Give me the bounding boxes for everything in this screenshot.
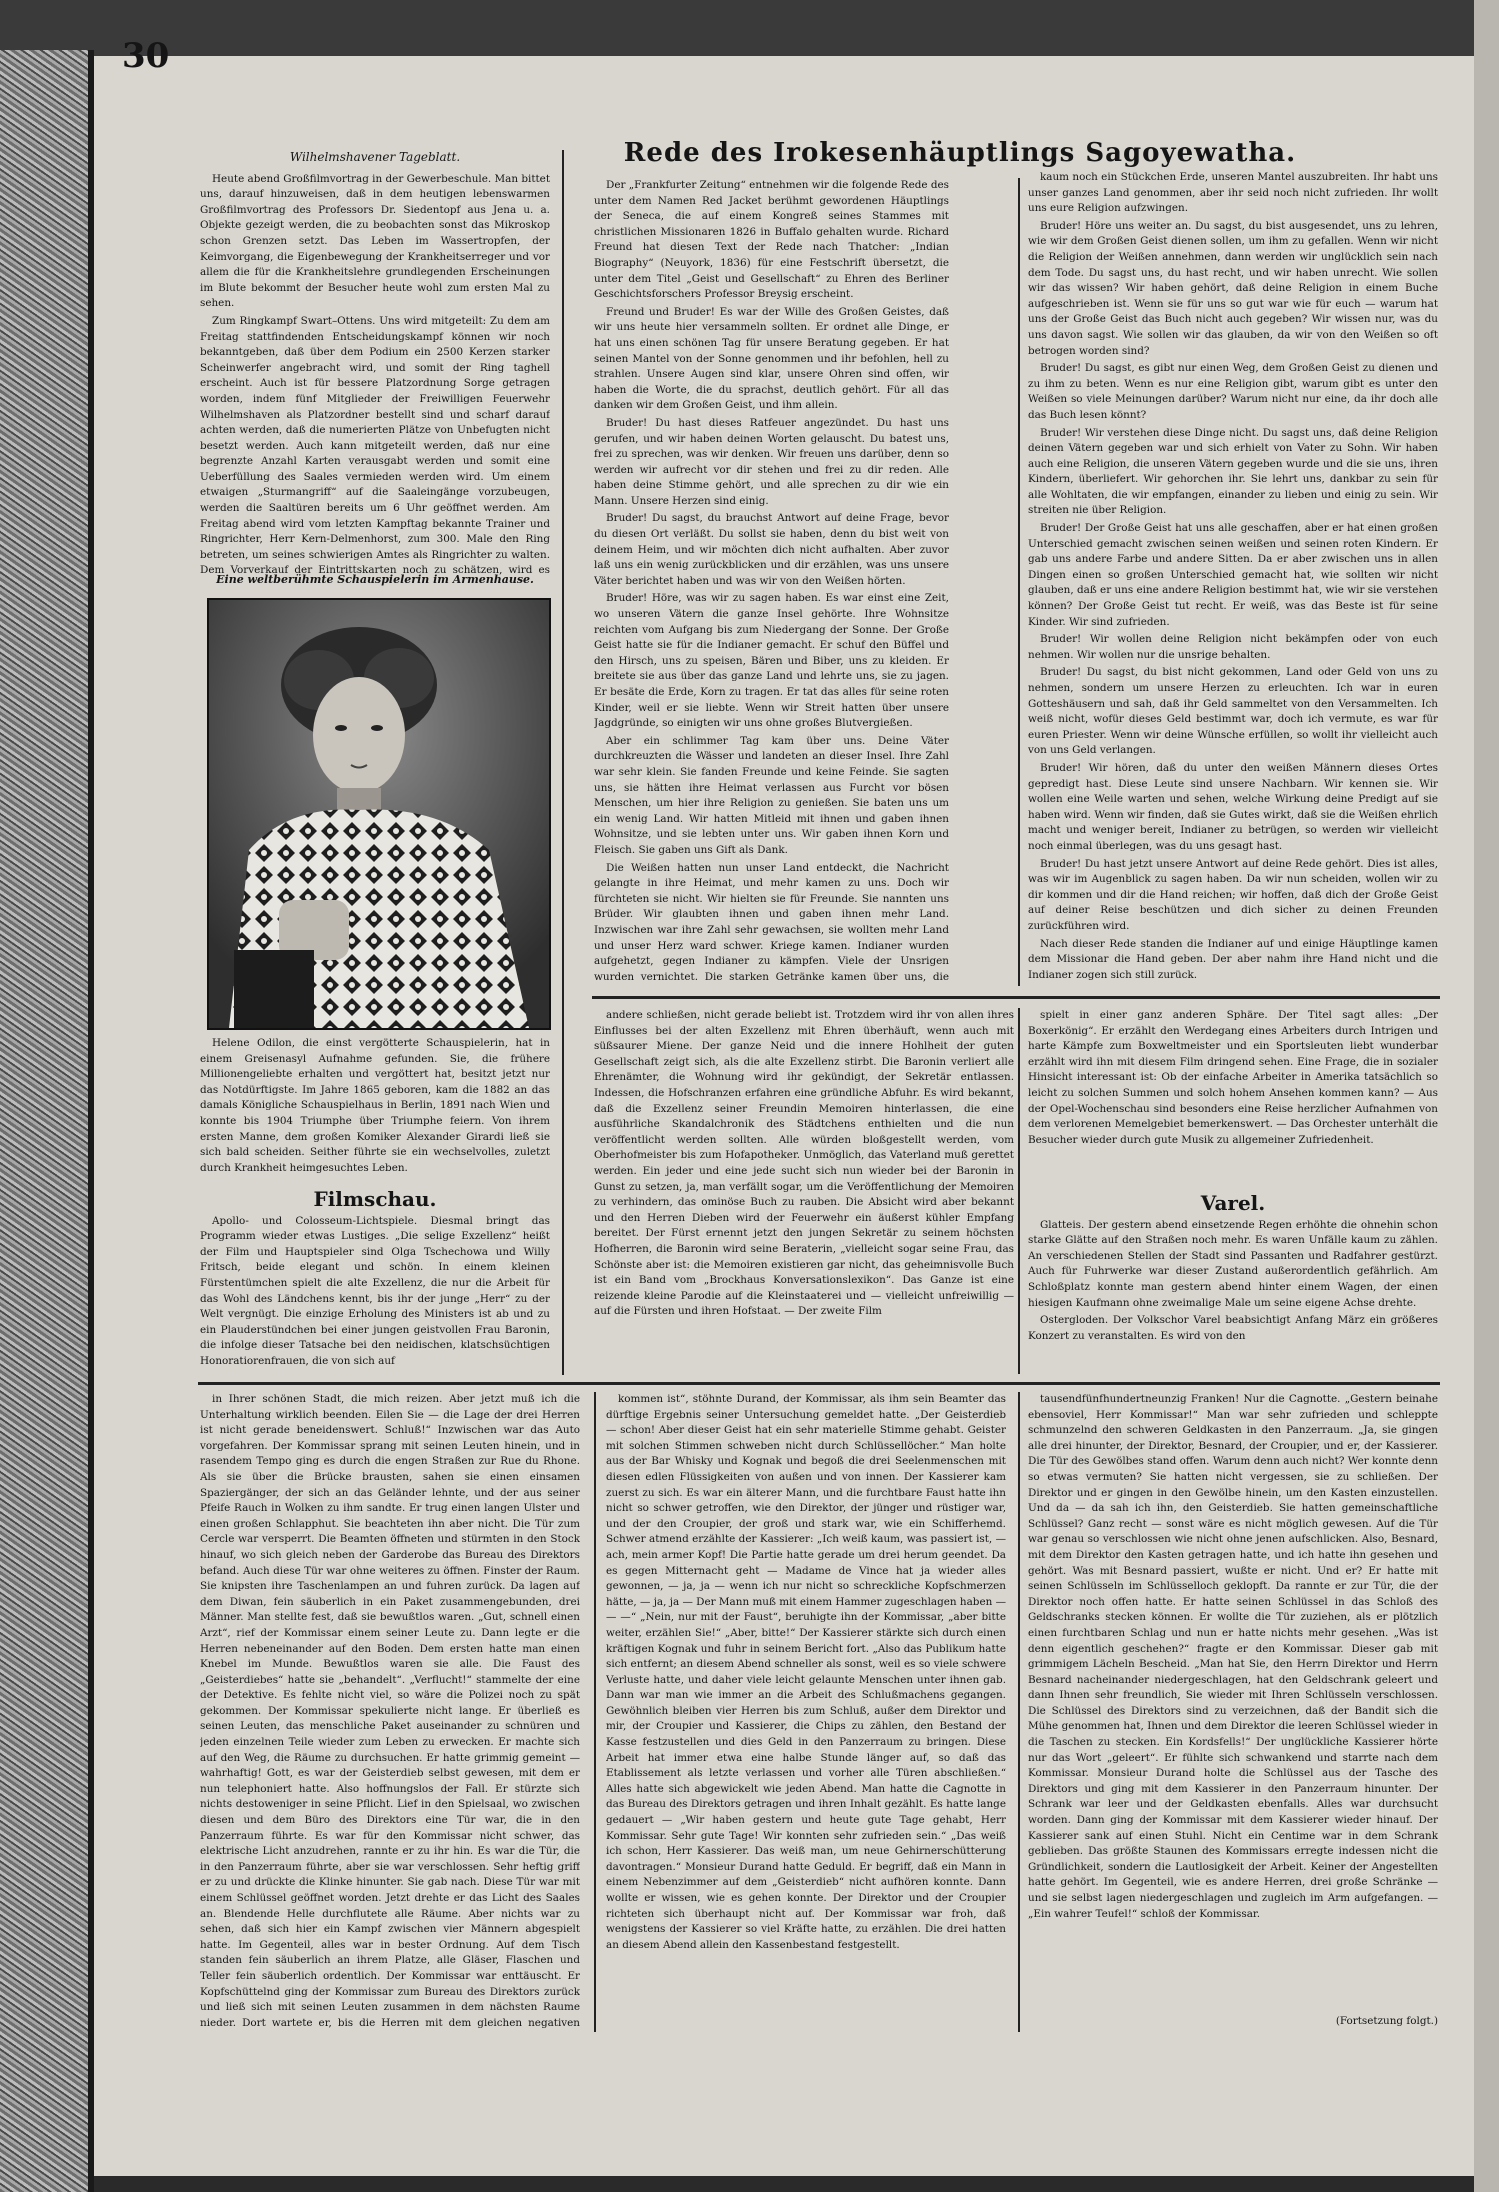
speech-paragraph: Bruder! Wir wollen deine Religion nicht bekämpfen oder von euch nehmen. Wir wollen nur die unsrige behalten.	[1028, 633, 1438, 661]
speech-paragraph: Bruder! Du hast jetzt unsere Antwort auf deine Rede gehört. Dies ist alles, was wir im Augenblick zu sagen haben. Da wir nun scheiden, wollen wir zu dir kommen und dir die Hand reichen; wir hoffen, daß dich der Große Geist auf deiner Reise beschützen und dich sicher zu deinen Freunden zurückführen wird.	[1028, 857, 1438, 932]
serial-column-3	[1028, 1392, 1438, 2012]
speech-paragraph: Bruder! Wir verstehen diese Dinge nicht. Du sagst uns, daß deine Religion deinen Vätern gegeben war und sich erhielt von Vater zu Sohn. Wir haben auch eine Religion, die unseren Vätern gegeben wurde und die sie uns, ihren Kindern, überliefert. Wir gehorchen ihr. Sie lehrt uns, dankbar zu sein für alle Wohltaten, die wir empfangen, einander zu lieben und einig zu sein. Wir streiten nie über Religion.	[1028, 426, 1438, 517]
film-continued-text: andere schließen, nicht gerade beliebt ist. Trotzdem wird ihr von allen ihres Einflusses bei der alten Exzellenz mit Ehren überhäuft, wenn auch mit süßsaurer Miene. Der ganze Neid und die innere Hohlheit der guten Gesellschaft zeigt sich, als die alte Exzellenz stirbt. Die Baronin verliert alle Ehrenämter, die Wohnung wird ihr gekündigt, der Sekretär entlassen. Indessen, die Hofschranzen erfahren eine gründliche Abfuhr. Es wird bekannt, daß die Exzellenz seiner Freundin Memoiren hinterlassen, die eine ausführliche Skandalchronik des Städtchens enthielten und die nun veröffentlicht werden sollten. Alle würden bloßgestellt werden, vom Oberhofmeister bis zum Hofapotheker. Unmöglich, das Vaterland muß gerettet werden. Ein jeder und eine jede sucht sich nun wieder bei der Baronin in Gunst zu setzen, ja, man verfällt sogar, um die Veröffentlichung der Memoiren zu verhindern, das ominöse Buch zu rauben. Die Absicht wird aber bekannt und den Herren Dieben wird der Feuerwehr ein äußerst kühler Empfang bereitet. Der Fürst ernennt jetzt den jungen Sekretär zu seinem höchsten Hofherren, die Baronin wird seine Beraterin, „vielleicht sogar seine Frau, das Schönste aber ist: die Memoiren existieren gar nicht, das geheimnisvolle Buch ist ein Band vom „Brockhaus Konversationslexikon“. Das Ganze ist eine reizende kleine Parodie auf die Kleinstaaterei und — vielleicht unfreiwillig — auf die Fürsten und ihren Hofstaat. — Der zweite Film	[594, 1009, 1014, 1318]
speech-paragraph: Freund und Bruder! Es war der Wille des Großen Geistes, daß wir uns heute hier versammeln sollten. Er ordnet alle Dinge, er hat uns einen schönen Tag für unsere Beratung gegeben. Er hat seinen Mantel von der Sonne genommen und ihr befohlen, hell zu strahlen. Unsere Augen sind klar, unsere Ohren sind offen, wir haben die Worte, die du sprachst, deutlich gehört. Für all das danken wir dem Großen Geist, und ihm allein.	[594, 305, 949, 412]
main-headline: Rede des Irokesenhäuptlings Sagoyewatha.	[623, 138, 1297, 168]
serial-rule	[198, 1382, 1440, 1385]
news-item: Zum Ringkampf Swart–Ottens. Uns wird mitgeteilt: Zu dem am Freitag stattfindenden Entscheidungskampf können wir noch bekanntgeben, daß über dem Podium ein 2500 Kerzen starker Scheinwerfer angebracht wird, und somit der Ring taghell erscheint. Auch ist für bessere Platzordnung Sorge getragen worden, indem fünf Mitglieder der Freiwilligen Feuerwehr Wilhelmshaven als Platzordner bestellt sind und scharf darauf achten werden, daß die numerierten Plätze von Unbefugten nicht besetzt werden. Auch kann mitgeteilt werden, daß nur eine begrenzte Anzahl Karten verausgabt werden und somit eine Ueberfüllung des Saales vermieden werden wird. Um einem etwaigen „Sturmangriff“ auf die Saaleingänge vorzubeugen, werden die Saaltüren bereits um 6 Uhr geöffnet werden. Am Freitag abend wird vom letzten Kampftag bekannte Trainer und Ringrichter, Herr Kern-Delmenhorst, zum 300. Male den Ring betreten, um seines schwierigen Amtes als Ringrichter zu walten. Dem Vorverkauf der Eintrittskarten noch zu schätzen, wird es	[200, 314, 550, 577]
news-item: Heute abend Großfilmvortrag in der Gewerbeschule. Man bittet uns, darauf hinzuweisen, daß in dem heutigen lebenswarmen Großfilmvortrag des Professors Dr. Siedentopf aus Jena u. a. Objekte gezeigt werden, die zu beobachten sonst das Mikroskop schon Grenzen setzt. Das Leben im Wassertropfen, der Keimvorgang, die Eigenbewegung der Krankheitserreger und vor allem die für die Krankheitslehre grundlegenden Erscheinungen im Blute bekommt der Besucher heute wohl zum ersten Mal zu sehen.	[200, 172, 550, 310]
column-rule	[1018, 1008, 1020, 1374]
speech-paragraph: Bruder! Du sagst, du bist nicht gekommen, Land oder Geld von uns zu nehmen, sondern um unsere Herzen zu erleuchten. Ich war in euren Gotteshäusern und sah, daß ihr Geld sammeltet von den Versammelten. Ich weiß nicht, wofür dieses Geld bestimmt war, doch ich vermute, es war für euren Priester. Wenn wir deine Wünsche erfüllen, so wollt ihr vielleicht auch von uns Geld verlangen.	[1028, 666, 1438, 757]
film-text: Apollo- und Colosseum-Lichtspiele. Diesmal bringt das Programm wieder etwas Lustiges. „Die selige Exzellenz“ heißt der Film und Hauptspieler sind Olga Tschechowa und Willy Fritsch, beide elegant und schön. In einem kleinen Fürstentümchen spielt die alte Exzellenz, die nur die Arbeit für das Wohl des Ländchens kennt, bis ihr der junge „Herr“ zu der Welt vergnügt. Die einzige Erholung des Ministers ist ab und zu ein Plauderstündchen bei einer jungen geistvollen Frau Baronin, die infolge dieser Tatsache bei den neidischen, klatschsüchtigen Honoratiorenfrauen, die von sich auf	[200, 1214, 550, 1367]
speech-paragraph: Die Weißen hatten nun unser Land entdeckt, die Nachricht gelangte in ihre Heimat, und mehr kamen zu uns. Doch wir fürchteten sie nicht. Wir hielten sie für Freunde. Sie nannten uns Brüder. Wir glaubten ihnen und gaben ihnen mehr Land. Inzwischen war ihre Zahl sehr gewachsen, sie wollten mehr Land und unser Herz ward schwer. Kriege kamen. Indianer wurden aufgehetzt, gegen Indianer zu kämpfen. Viele der Unsrigen wurden vernichtet. Die starken Getränke kamen über uns, die	[594, 861, 949, 983]
portrait-photo	[207, 598, 551, 1030]
section-rule	[592, 996, 1440, 999]
left-column	[200, 150, 550, 580]
speech-paragraph: Bruder! Wir hören, daß du unter den weißen Männern dieses Ortes gepredigt hast. Diese Leute sind unsere Nachbarn. Wir kennen sie. Wir wollen eine Weile warten und sehen, welche Wirkung deine Predigt auf sie haben wird. Wenn wir finden, daß sie Gutes wirkt, daß sie die Weißen ehrlich macht und weniger bereit, Indianer zu betrügen, so werden wir vielleicht noch einmal überlegen, was du uns gesagt hast.	[1028, 761, 1438, 852]
speech-paragraph: Bruder! Höre, was wir zu sagen haben. Es war einst eine Zeit, wo unseren Vätern die ganze Insel gehörte. Ihre Wohnsitze reichten vom Aufgang bis zum Niedergang der Sonne. Der Große Geist hatte sie für die Indianer gemacht. Er schuf den Büffel und den Hirsch, uns zu speisen, Bären und Biber, uns zu kleiden. Er breitete sie aus über das ganze Land und lehrte uns, sie zu jagen. Er besäte die Erde, Korn zu tragen. Er tat das alles für seine roten Kinder, weil er sie liebte. Wenn wir Streit hatten über unsere Jagdgründe, so einigten wir uns ohne großes Blutvergießen.	[594, 592, 949, 730]
speech-paragraph: Bruder! Der Große Geist hat uns alle geschaffen, aber er hat einen großen Unterschied gemacht zwischen seinen weißen und seinen roten Kindern. Er gab uns andere Farbe und andere Sitten. Da er aber zwischen uns in allen Dingen einen so großen Unterschied gemacht hat, wie sollten wir nicht glauben, daß er uns eine andere Religion bestimmt hat, wie wir sie verstehen können? Der Große Geist tut recht. Er weiß, was das Beste ist für seine Kinder. Wir sind zufrieden.	[1028, 522, 1438, 628]
film-section	[200, 1184, 550, 1374]
varel-title: Varel.	[1200, 1191, 1266, 1215]
speech-paragraph: Aber ein schlimmer Tag kam über uns. Deine Väter durchkreuzten die Wässer und landeten an dieser Insel. Ihre Zahl war sehr klein. Sie fanden Freunde und keine Feinde. Sie sagten uns, sie hätten ihre Heimat verlassen aus Furcht vor bösen Menschen, um hier ihre Religion zu genießen. Sie baten uns um ein wenig Land. Wir hatten Mitleid mit ihnen und gaben ihnen Wohnsitze, und sie lebten unter uns. Wir gaben ihnen Korn und Fleisch. Sie gaben uns Gift als Dank.	[594, 734, 949, 856]
serial-text: tausendfünfhundertneunzig Franken! Nur die Cagnotte. „Gestern beinahe ebensoviel, Herr Kommissar!“ Man war sehr zufrieden und schleppte schmunzelnd den schweren Geldkasten in den Panzerraum. „Ja, sie gingen alle drei hinunter, der Direktor, Besnard, der Croupier, und er, der Kassierer. Die Tür des Gewölbes stand offen. Warum denn auch nicht? Wer konnte denn so etwas vermuten? Sie hatten nicht vergessen, sie zu schließen. Der Direktor und er gingen in den Gewölbe hinein, um den Kasten einzustellen. Und da — da sah ich ihn, den Geisterdieb. Sie hatten gemeinschaftliche Schlüssel? Ganz recht — sonst wäre es nicht möglich gewesen. Auf die Tür war genau so verschlossen wie nicht ohne jenen aufschlicken. Also, Besnard, mit dem Direktor den Kasten getragen hatte, und ich hatte ihn gesehen und gehört. Was mit Besnard passiert, wußte er nicht. Und er? Er hatte mit seinen Schlüsseln im Schlüsselloch geklopft. Da rannte er zur Tür, die der Direktor noch offen hatte. Er hatte seinen Schlüssel in das Schloß des Geldschranks stecken können. Er wollte die Tür zuziehen, als er plötzlich einen furchtbaren Schlag und nun er hatte nichts mehr gesehen. „Was ist denn eigentlich geschehen?“ fragte er den Kommissar. Dieser gab mit grimmigem Lächeln Bescheid. „Man hat Sie, den Herrn Direktor und Herrn Besnard nacheinander niedergeschlagen, hat den Geldschrank geleert und dann Ihnen sehr freundlich, Sie wieder mit Ihren Schlüsseln verschlossen. Die Schlüssel des Direktors sind zu verzeichnen, daß der Bandit sich die Mühe genommen hat, Ihnen und dem Direktor die leeren Schlüssel wieder in die Taschen zu stecken. Ein Kordsfells!“ Der unglückliche Kassierer hörte nur das Wort „geleert“. Er fühlte sich schwankend und starrte nach dem Kommissar. Monsieur Durand holte die Schlüssel aus der Tasche des Direktors und ging mit dem Kassierer in den Panzerraum hinunter. Der Schrank war leer und der Geldkasten ebenfalls. Alles war durchsucht worden. Dann ging der Kommissar mit dem Kassierer wieder hinauf. Der Kassierer sank auf einen Stuhl. Nicht ein Centime war in dem Schrank geblieben. Das größte Staunen des Kommissars erregte indessen nicht die Gründlichkeit, sondern die Lautlosigkeit der Arbeit. Keiner der Angestellten hatte gehört. Im Gegenteil, wie es andere Herren, drei große Schränke — und sie selbst lagen niedergeschlagen und zugleich im Arm aufgefangen. — „Ein wahrer Teufel!“ schloß der Kommissar.	[1028, 1393, 1438, 1920]
boxer-section	[1028, 1008, 1438, 1188]
continuation-note: (Fortsetzung folgt.)	[1335, 2015, 1438, 2027]
speech-column-2	[1028, 170, 1438, 986]
speech-paragraph: Bruder! Du sagst, du brauchst Antwort auf deine Frage, bevor du diesen Ort verläßt. Du sollst sie haben, denn du bist weit von deinem Heim, und wir möchten dich nicht aufhalten. Aber zuvor laß uns ein wenig zurückblicken und dir erzählen, was uns unsere Väter berichtet haben und was wir von den Weißen hörten.	[594, 512, 949, 587]
column-rule	[1018, 178, 1020, 986]
photo-headline-wrap	[200, 572, 550, 594]
speech-paragraph: Bruder! Du sagst, es gibt nur einen Weg, dem Großen Geist zu dienen und zu ihm zu beten. Wenn es nur eine Religion gibt, warum gibt es unter den Weißen so viele Meinungen darüber? Warum nicht nur eine, da ihr doch alle das Buch lesen könnt?	[1028, 362, 1438, 421]
speech-paragraph: kaum noch ein Stückchen Erde, unseren Mantel auszubreiten. Ihr habt uns unser ganzes Land genommen, aber ihr seid noch nicht zufrieden. Ihr wollt uns eure Religion aufzwingen.	[1028, 171, 1438, 215]
masthead: Wilhelmshavener Tageblatt.	[289, 150, 461, 164]
speech-paragraph: Nach dieser Rede standen die Indianer auf und einige Häuptlinge kamen dem Missionar die Hand geben. Der aber nahm ihre Hand nicht und die Indianer zogen sich still zurück.	[1028, 937, 1438, 981]
column-rule	[594, 1392, 596, 2032]
serial-column-1	[200, 1392, 580, 2032]
page-edge	[1474, 0, 1499, 2192]
portrait-photo-icon	[209, 600, 549, 1028]
speech-paragraph: Bruder! Du hast dieses Ratfeuer angezündet. Du hast uns gerufen, und wir haben deinen Worten gelauscht. Du batest uns, frei zu sprechen, was wir denken. Wir freuen uns darüber, denn so werden wir aufrecht vor dir stehen und frei zu dir reden. Alle haben deine Stimme gehört, und alle sprechen zu dir wie ein Mann. Unsere Herzen sind einig.	[594, 416, 949, 507]
varel-section	[1028, 1188, 1438, 1374]
top-strip	[0, 0, 1499, 58]
film-continued	[594, 1008, 1014, 1374]
column-rule	[1018, 1392, 1020, 2032]
photo-caption-wrap	[200, 1036, 550, 1186]
film-title: Filmschau.	[313, 1187, 437, 1211]
continuation-note-wrap	[1290, 2014, 1438, 2032]
speech-column-1	[594, 178, 949, 986]
speech-paragraph: Der „Frankfurter Zeitung“ entnehmen wir die folgende Rede des unter dem Namen Red Jacket berühmt gewordenen Häuptlings der Seneca, die auf einem Kongreß seines Stammes mit christlichen Missionaren 1826 in Buffalo gehalten wurde. Richard Freund hat diesen Text der Rede nach Thatcher: „Indian Biography“ (Neuyork, 1836) für eine Festschrift übersetzt, die unter dem Titel „Geist und Gesellschaft“ zu Ehren des Berliner Geschichtsforschers Professor Breysig erscheint.	[594, 179, 949, 301]
photo-caption: Helene Odilon, die einst vergötterte Schauspielerin, hat in einem Greisenasyl Aufnahme gefunden. Sie, die frühere Millionengeliebte erhalten und vergöttert hat, besitzt jetzt nur das Notdürftigste. Im Jahre 1865 geboren, kam die 1882 an das damals Königliche Schauspielhaus in Berlin, 1891 nach Wien und konnte bis 1904 Triumphe über Triumphe feiern. Von ihrem ersten Manne, dem großen Komiker Alexander Girardi ließ sie sich bald scheiden. Seither führte sie ein wechselvolles, zuletzt durch Krankheit heimgesuchtes Leben.	[200, 1037, 550, 1174]
speech-paragraph: Bruder! Höre uns weiter an. Du sagst, du bist ausgesendet, uns zu lehren, wie wir dem Großen Geist dienen sollen, um ihm zu gefallen. Wenn wir nicht die Religion der Weißen annehmen, dann werden wir unglücklich sein nach dem Tode. Du sagst uns, du hast recht, und wir haben unrecht. Wie sollen wir das wissen? Wir haben gehört, daß deine Religion in einem Buche aufgeschrieben ist. Wenn sie für uns so gut war wie für euch — warum hat uns der Große Geist das Buch nicht auch gegeben? Wir wissen nur, was du uns davon sagst. Wie sollen wir das glauben, da wir von den Weißen so oft betrogen worden sind?	[1028, 219, 1438, 357]
book-binding	[0, 50, 92, 2192]
serial-column-2	[606, 1392, 1006, 2032]
column-rule	[562, 150, 564, 1375]
page-number: 30	[122, 36, 170, 76]
photo-headline: Eine weltberühmte Schauspielerin im Armenhause.	[216, 573, 534, 586]
serial-text: kommen ist“, stöhnte Durand, der Kommissar, als ihm sein Beamter das dürftige Ergebnis seiner Untersuchung gemeldet hatte. „Der Geisterdieb — schon! Aber dieser Geist hat ein sehr materielle Stimme gehabt. Geister mit solchen Stimmen schweben nicht durch Schlüssellöcher.“ Man holte aus der Bar Whisky und Kognak und begoß die drei Seelenmenschen mit diesen edlen Flüssigkeiten von außen und von innen. Der Kassierer kam zuerst zu sich. Es war ein älterer Mann, und die furchtbare Faust hatte ihn nicht so schwer getroffen, wie den Direktor, der jünger und rüstiger war, und der den Croupier, der groß und stark war, wie ein Schifferhemd. Schwer atmend erzählte der Kassierer: „Ich weiß kaum, was passiert ist, — ach, mein armer Kopf! Die Partie hatte gerade um drei herum geendet. Da es gegen Mitternacht geht — Madame de Vince hat ja wieder alles gewonnen, — ja, ja — wenn ich nur nicht so schreckliche Kopfschmerzen hätte, — ja, ja — Der Mann muß mit einem Hammer zugeschlagen haben — — —“ „Nein, nur mit der Faust“, beruhigte ihn der Kommissar, „aber bitte weiter, erzählen Sie!“ „Aber, bitte!“ Der Kassierer stärkte sich durch einen kräftigen Kognak und fuhr in seinem Bericht fort. „Also das Publikum hatte sich entfernt; an diesem Abend schneller als sonst, weil es so viele schwere Verluste hatte, und daher viele leicht gelaunte Menschen unter ihnen gab. Dann war man wie immer an die Arbeit des Schlußmachens gegangen. Gewöhnlich bleiben vier Herren bis zum Schluß, außer dem Direktor und mir, der Croupier und Kassierer, die Chips zu zählen, den Bestand der Kasse festzustellen und dies Geld in den Panzerraum zu bringen. Diese Arbeit hat immer etwa eine halbe Stunde länger auf, so daß das Etablissement als letzte verlassen und vorher alle Türen abschließen.“ Alles hatte sich abgewickelt wie jeden Abend. Man hatte die Cagnotte in das Bureau des Direktors getragen und ihren Inhalt gezählt. Es hatte lange gedauert — „Wir haben gestern und heute gute Tage gehabt, Herr Kommissar. Sehr gute Tage! Wir konnten sehr zufrieden sein.“ „Das weiß ich schon, Herr Kassierer. Das weiß man, um neue Gehirnerschütterung davontragen.“ Monsieur Durand hatte Geduld. Er begriff, daß ein Mann in einem Nebenzimmer auf dem „Geisterdieb“ nicht aufhören konnte. Dann wollte er wissen, wie es gehen konnte. Der Direktor und der Croupier richteten sich überhaupt nicht auf. Der Kommissar war froh, daß wenigstens der Kassierer so viel Kräfte hatte, zu erzählen. Die drei hatten an diesem Abend allein den Kassenbestand festgestellt.	[606, 1393, 1006, 1951]
varel-paragraph: Glatteis. Der gestern abend einsetzende Regen erhöhte die ohnehin schon starke Glätte auf den Straßen noch mehr. Es waren Unfälle kaum zu zählen. An verschiedenen Stellen der Stadt sind Passanten und Radfahrer gestürzt. Auch für Fuhrwerke war dieser Zustand außerordentlich gefährlich. Am Schloßplatz konnte man gestern abend hinter einem Wagen, der einen hiesigen Kaufmann ohne zweimalige Male um seine eigene Achse drehte.	[1028, 1218, 1438, 1309]
serial-text: in Ihrer schönen Stadt, die mich reizen. Aber jetzt muß ich die Unterhaltung wirklich beenden. Eilen Sie — die Lage der drei Herren ist nicht gerade beneidenswert. Schluß!“ Inzwischen war das Auto vorgefahren. Der Kommissar sprang mit seinen Leuten hinein, und in rasendem Tempo ging es durch die engen Straßen zur Rue du Rhone. Als sie über die Brücke brausten, sahen sie einen einsamen Spaziergänger, der sich an das Geländer lehnte, und der aus seiner Pfeife Rauch in Wolken zu ihm sandte. Er trug einen langen Ulster und einen großen Schlapphut. Sie beachteten ihn aber nicht. Die Tür zum Cercle war versperrt. Die Beamten öffneten und stürmten in den Stock hinauf, wo sich gleich neben der Garderobe das Bureau des Direktors befand. Auch diese Tür war ohne weiteres zu öffnen. Finster der Raum. Sie knipsten ihre Taschenlampen an und fuhren zurück. Da lagen auf dem Diwan, fein säuberlich in ein Paket zusammengebunden, drei Männer. Man stellte fest, daß sie bewußtlos waren. „Gut, schnell einen Arzt“, rief der Kommissar einem seiner Leute zu. Dann legte er die Herren nebeneinander auf den Boden. Dem ersten hatte man einen Knebel im Munde. Bewußtlos waren sie alle. Die Faust des „Geisterdiebes“ hatte sie „behandelt“. „Verflucht!“ stammelte der eine der Detektive. Es fehlte nicht viel, so wäre die Polizei noch zu spät gekommen. Der Kommissar spekulierte nicht lange. Er überließ es seinen Leuten, das menschliche Paket auseinander zu schnüren und jeden einzelnen Teile wieder zum Leben zu erwecken. Er machte sich auf den Weg, die Räume zu durchsuchen. Er hatte grimmig gemeint — wahrhaftig! Gott, es war der Geisterdieb selbst gewesen, mit dem er nun telephoniert hatte. Also hoffnungslos der Fall. Er stürzte sich nichts destoweniger in seine Pflicht. Lief in den Spielsaal, wo zwischen diesen und dem Büro des Direktors eine Tür war, die in den Panzerraum führte. Es war für den Kommissar nicht schwer, das elektrische Licht anzudrehen, rannte er zu ihr hin. Es war die Tür, die in den Panzerraum führte, aber sie war verschlossen. Sehr heftig griff er zu und drückte die Klinke hinunter. Sie gab nach. Diese Tür war mit einem Schlüssel geöffnet worden. Jetzt drehte er das Licht des Saales an. Blendende Helle durchflutete alle Räume. Aber nichts war zu sehen, daß sich hier ein Kampf zwischen vier Männern abgespielt hatte. Im Gegenteil, alles war in bester Ordnung. Auf dem Tisch standen fein säuberlich an ihrem Platze, alle Gläser, Flaschen und Teller fein säuberlich ordentlich. Der Kommissar war enttäuscht. Er Kopfschüttelnd ging der Kommissar zum Bureau des Direktors zurück und ließ sich mit seinen Leuten zusammen in dem nächsten Raume nieder. Dort wartete er, bis die Herren mit dem gleichen negativen	[200, 1393, 580, 2029]
varel-paragraph: Ostergloden. Der Volkschor Varel beabsichtigt Anfang März ein größeres Konzert zu veranstalten. Es wird von den	[1028, 1314, 1438, 1342]
boxer-text: spielt in einer ganz anderen Sphäre. Der Titel sagt alles: „Der Boxerkönig“. Er erzählt den Werdegang eines Arbeiters durch Intrigen und harte Kämpfe zum Boxweltmeister und ein Sportsleuten liebt wunderbar erzählt wird ihn mit diesem Film dringend sehen. Eine Frage, die in sozialer Hinsicht interessant ist: Ob der einfache Arbeiter in Amerika tatsächlich so leicht zu solchen Summen und solch hohem Ansehen kommen kann? — Aus der Opel-Wochenschau sind besonders eine Reise herzlicher Aufnahmen von dem verlorenen Memelgebiet bemerkenswert. — Das Orchester unterhält die Besucher wieder durch gute Musik zu allgemeiner Zufriedenheit.	[1028, 1009, 1438, 1146]
